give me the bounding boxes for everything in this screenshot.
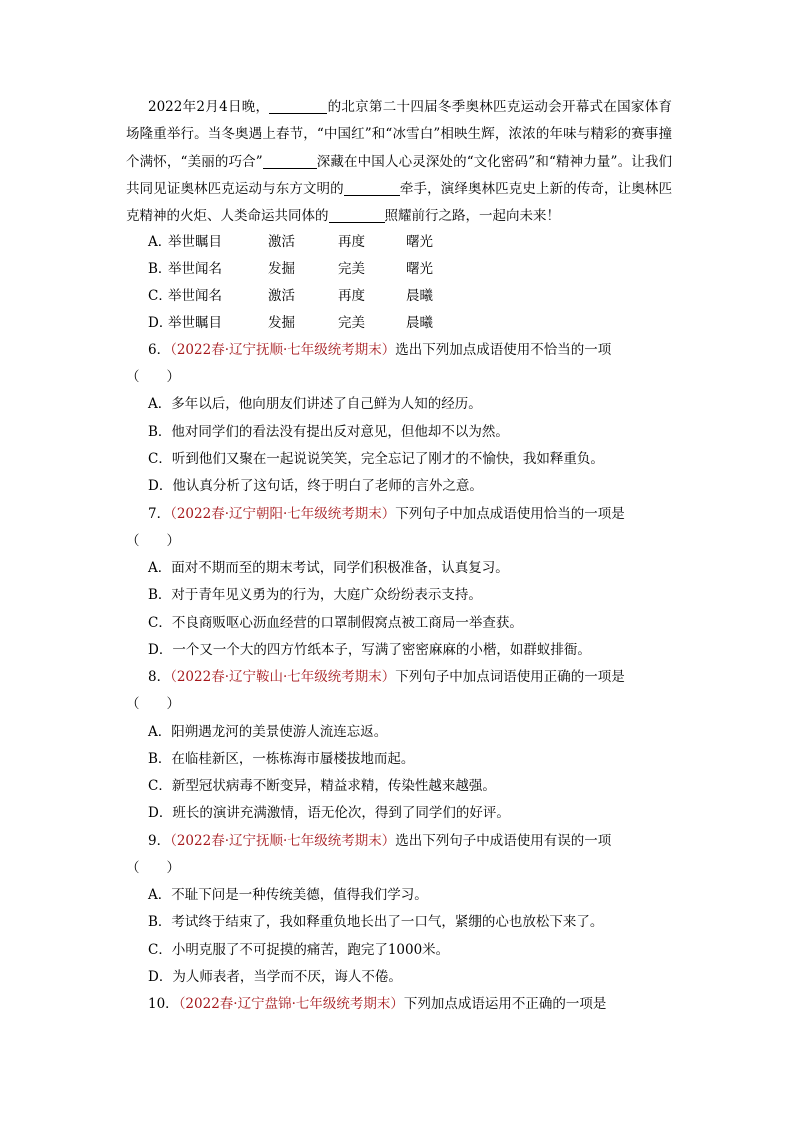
passage-text-3: 深藏在中国人心灵深处的“文化密码”和“精神力量”。让我们共同见证奥林匹克运动与东方文明的 [126,153,672,197]
question-6-answer-paren: （ ） [126,369,180,385]
question-7-source: （2022春·辽宁朝阳·七年级统考期末） [170,506,396,522]
question-8-option-c: C．新型冠状病毒不断变异，精益求精，传染性越来越强。 [148,778,496,794]
question-8-answer-paren: （ ） [126,696,180,712]
blank-3 [344,181,400,196]
question-6-option-b: B．他对同学们的看法没有提出反对意见，但他却不以为然。 [148,424,509,440]
question-9-option-a: A．不耻下问是一种传统美德，值得我们学习。 [148,887,428,903]
question-7-option-a: A．面对不期而至的期末考试，同学们积极准备，认真复习。 [148,560,509,576]
passage-text-4: 牵手，演绎奥林匹克史上新的传奇，让奥林匹克精神的火炬、人类命运共同体的 [126,180,673,225]
question-9-option-b: B．考试终于结束了，我如释重负地长出了一口气，紧绷的心也放松下来了。 [148,914,604,930]
question-9-stem: 9．（2022春·辽宁抚顺·七年级统考期末）选出下列句子中成语使用有误的一项 [148,833,612,849]
question-7-stem: 7．（2022春·辽宁朝阳·七年级统考期末）下列句子中加点成语使用恰当的一项是 [148,506,625,522]
question-8-stem: 8．（2022春·辽宁鞍山·七年级统考期末）下列句子中加点词语使用正确的一项是 [148,669,625,685]
question-10-stem: 10．（2022春·辽宁盘锦·七年级统考期末）下列加点成语运用不正确的一项是 [148,996,607,1012]
question-9-option-d: D．为人师表者，当学而不厌，诲人不倦。 [148,969,402,985]
question-7-option-c: C．不良商贩呕心沥血经营的口罩制假窝点被工商局一举查获。 [148,615,523,631]
question-6-option-c: C．听到他们又聚在一起说说笑笑，完全忘记了刚才的不愉快，我如释重负。 [148,451,604,467]
blank-2 [263,154,317,169]
passage-text-1: 2022年2月4日晚， [148,99,270,115]
question-6-stem: 6．（2022春·辽宁抚顺·七年级统考期末）选出下列加点成语使用不恰当的一项 [148,342,612,358]
question-8-source: （2022春·辽宁鞍山·七年级统考期末） [170,669,396,685]
question-10-source: （2022春·辽宁盘锦·七年级统考期末） [178,996,404,1012]
passage-paragraph [126,94,672,230]
passage-text-5: 照耀前行之路，一起向未来！ [384,208,560,225]
question-9-source: （2022春·辽宁抚顺·七年级统考期末） [170,833,396,849]
question-7-option-d: D．一个又一个大的四方竹纸本子，写满了密密麻麻的小楷，如群蚁排衙。 [148,642,591,658]
question-8-option-a: A．阳朔遇龙河的美景使游人流连忘返。 [148,724,388,740]
question-8-option-b: B．在临桂新区，一栋栋海市蜃楼拔地而起。 [148,751,415,767]
blank-4 [329,208,385,223]
blank-1 [269,99,327,114]
question-8-option-d: D．班长的演讲充满激情，语无伦次，得到了同学们的好评。 [148,805,510,821]
question-7-option-b: B．对于青年见义勇为的行为，大庭广众纷纷表示支持。 [148,587,482,603]
question-6-source: （2022春·辽宁抚顺·七年级统考期末） [170,342,396,358]
question-7-answer-paren: （ ） [126,533,180,549]
question-9-option-c: C．小明克服了不可捉摸的痛苦，跑完了1000米。 [148,942,450,958]
document-page: 2022年2月4日晚， 的北京第二十四届冬季奥林匹克运动会开幕式在国家体育场隆重举行。当冬奥遇上春节，“中国红”和“冰雪白”相映生辉，浓浓的年味与精彩的赛事撞个满怀，“美丽的巧合” 深藏在中国人心灵深处的“文化密码”和“精神力量”。让我们共同见证奥林匹克运动与东方文明的 牵手，演绎奥林匹克史上新的传奇，让奥林匹克精神的火炬、人类命运共同体的 照耀前行之路，一起向未来！ A． 举世瞩目 激活 再度 曙光 B． 举世闻名 发掘 完美 曙光 C． 举世闻名 激活 再度 晨曦 D． 举世瞩目 发掘 完美 晨曦 6．（2022春·辽宁抚顺·七年级统考期末）选出下列加点成语使用不恰当的一项 （ ） A．多年以后，他向朋友们讲述了自己鲜为人知的经历。 B．他对同学们的看法没有提出反对意见，但他却不以为然。 C．听到他们又聚在一起说说笑笑，完全忘记了刚才的不愉快，我如释重负。 D．他认真分析了这句话，终于明白了老师的言外之意。 7．（2022春·辽宁朝阳·七年级统考期末）下列句子中加点成语使用恰当的一项是 （ ） A．面对不期而至的期末考试，同学们积极准备，认真复习。 B．对于青年见义勇为的行为，大庭广众纷纷表示支持。 C．不良商贩呕心沥血经营的口罩制假窝点被工商局一举查获。 D．一个又一个大的四方竹纸本子，写满了密密麻麻的小楷，如群蚁排衙。 8．（2022春·辽宁鞍山·七年级统考期末）下列句子中加点词语使用正确的一项是 （ ） A．阳朔遇龙河的美景使游人流连忘返。 B．在临桂新区，一栋栋海市蜃楼拔地而起。 C．新型冠状病毒不断变异，精益求精，传染性越来越强。 D．班长的演讲充满激情，语无伦次，得到了同学们的好评。 9．（2022春·辽宁抚顺·七年级统考期末）选出下列句子中成语使用有误的一项 （ ） A．不耻下问是一种传统美德，值得我们学习。 B．考试终于结束了，我如释重负地长出了一口气，紧绷的心也放松下来了。 C．小明克服了不可捉摸的痛苦，跑完了1000米。 D．为人师表者，当学而不厌，诲人不倦。 10．（2022春·辽宁盘锦·七年级统考期末）下列加点成语运用不正确的一项是 [0,0,794,1123]
question-9-answer-paren: （ ） [126,860,180,876]
passage-text-2: 的北京第二十四届冬季奥林匹克运动会开幕式在国家体育场隆重举行。当冬奥遇上春节，“中国红”和“冰雪白”相映生辉，浓浓的年味与精彩的赛事撞个满怀，“美丽的巧合” [126,99,672,170]
question-6-option-a: A．多年以后，他向朋友们讲述了自己鲜为人知的经历。 [148,396,482,412]
question-6-option-d: D．他认真分析了这句话，终于明白了老师的言外之意。 [148,478,483,494]
